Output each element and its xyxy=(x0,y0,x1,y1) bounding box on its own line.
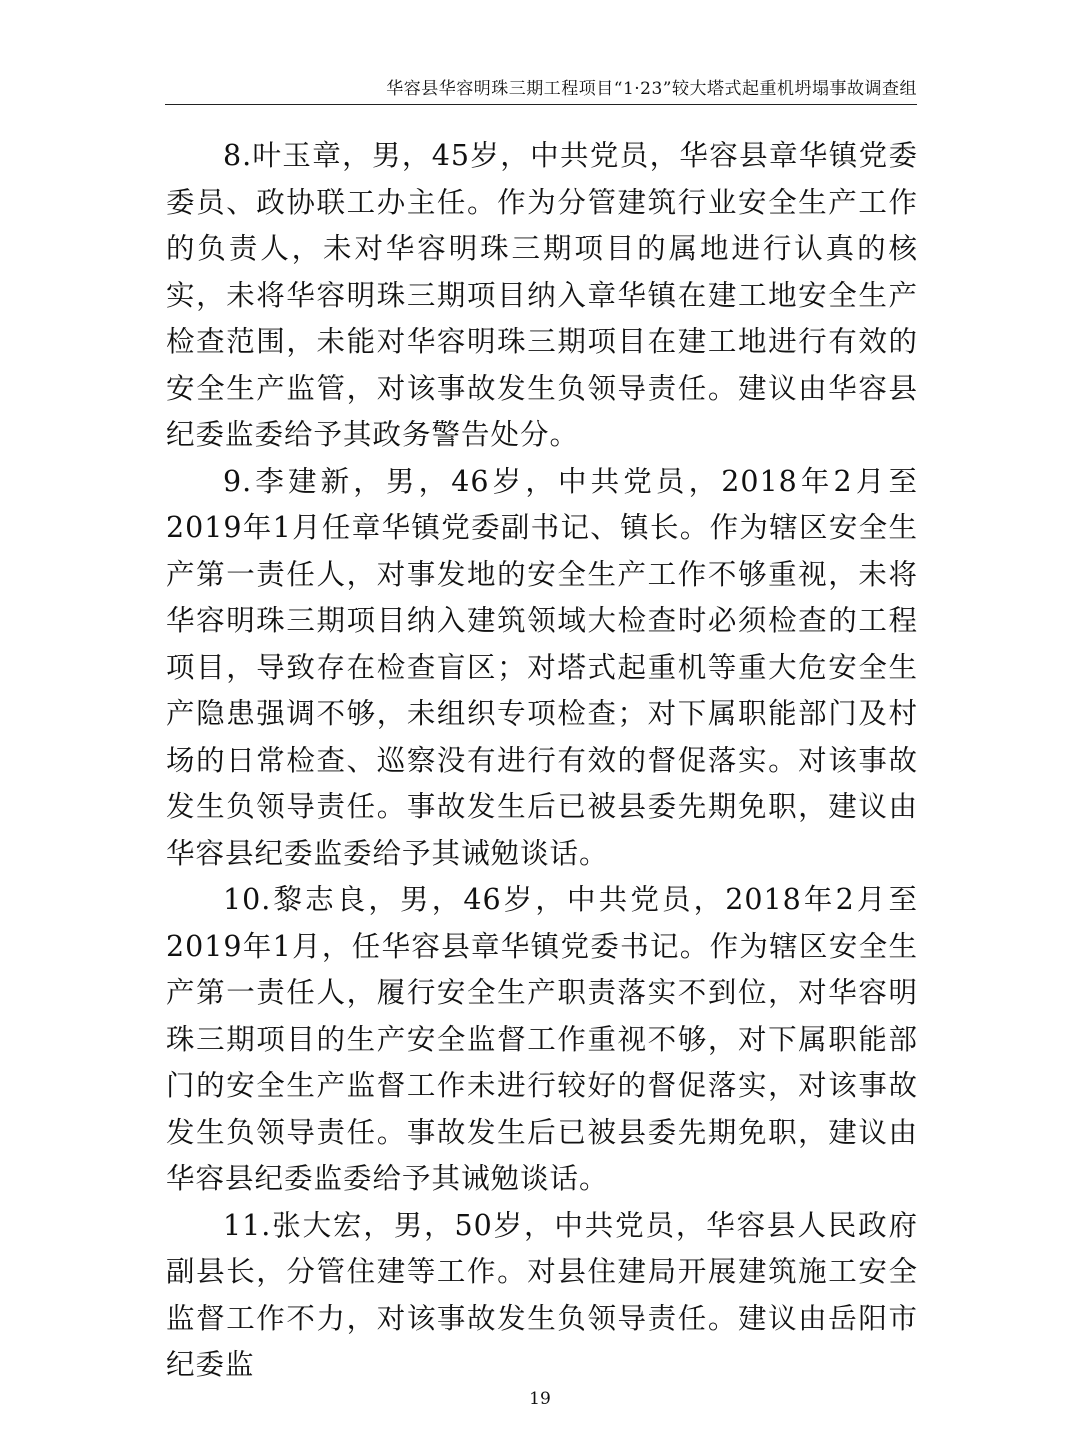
document-body xyxy=(166,133,918,1389)
paragraph-9: 9.李建新，男，46岁，中共党员，2018年2月至2019年1月任章华镇党委副书记、镇长。作为辖区安全生产第一责任人，对事发地的安全生产工作不够重视，未将华容明珠三期项目纳入建筑领域大检查时必须检查的工程项目，导致存在检查盲区；对塔式起重机等重大危安全生产隐患强调不够，未组织专项检查；对下属职能部门及村场的日常检查、巡察没有进行有效的督促落实。对该事故发生负领导责任。事故发生后已被县委先期免职，建议由华容县纪委监委给予其诫勉谈话。 xyxy=(166,464,918,870)
page-header: 华容县华容明珠三期工程项目“1·23”较大塔式起重机坍塌事故调查组 xyxy=(386,79,917,99)
page-number: 19 xyxy=(529,1389,551,1409)
paragraph-11: 11.张大宏，男，50岁，中共党员，华容县人民政府副县长，分管住建等工作。对县住建局开展建筑施工安全监督工作不力，对该事故发生负领导责任。建议由岳阳市纪委监 xyxy=(166,1208,918,1381)
paragraph-8: 8.叶玉章，男，45岁，中共党员，华容县章华镇党委委员、政协联工办主任。作为分管建筑行业安全生产工作的负责人，未对华容明珠三期项目的属地进行认真的核实，未将华容明珠三期项目纳入章华镇在建工地安全生产检查范围，未能对华容明珠三期项目在建工地进行有效的安全生产监管，对该事故发生负领导责任。建议由华容县纪委监委给予其政务警告处分。 xyxy=(166,139,918,451)
paragraph-10: 10.黎志良，男，46岁，中共党员，2018年2月至2019年1月，任华容县章华镇党委书记。作为辖区安全生产第一责任人，履行安全生产职责落实不到位，对华容明珠三期项目的生产安全监督工作重视不够，对下属职能部门的安全生产监督工作未进行较好的督促落实，对该事故发生负领导责任。事故发生后已被县委先期免职，建议由华容县纪委监委给予其诫勉谈话。 xyxy=(166,883,918,1195)
header-rule xyxy=(165,104,917,105)
